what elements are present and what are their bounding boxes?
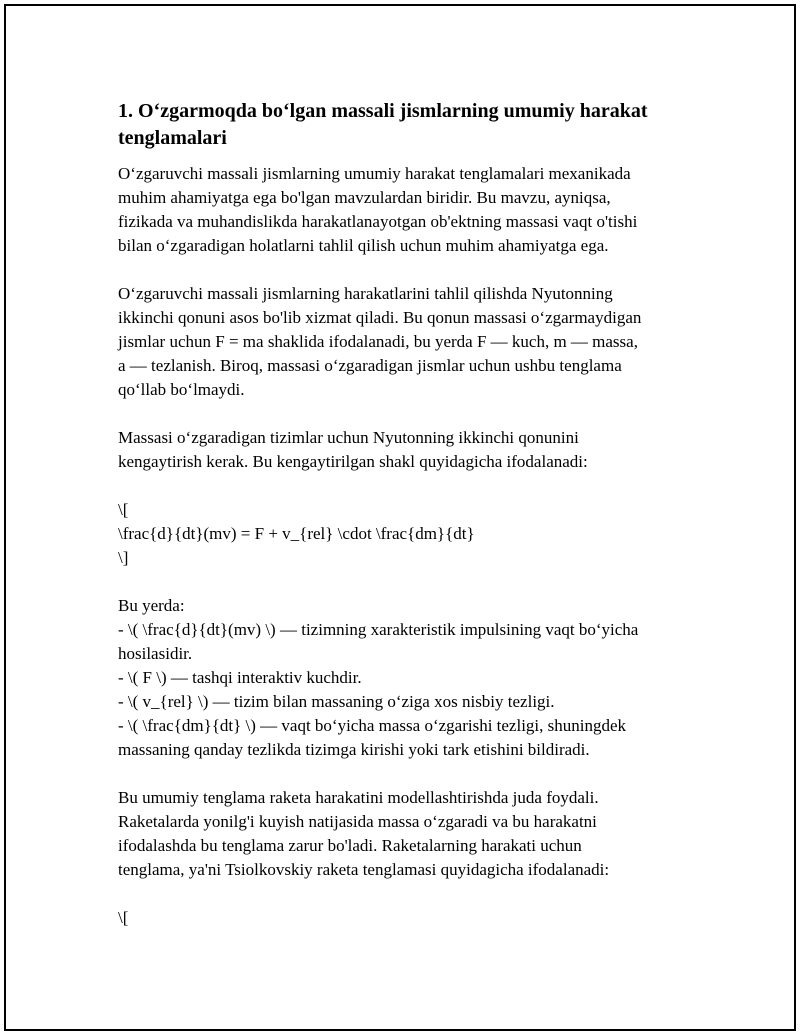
- paragraph-definitions: [118, 594, 708, 762]
- text-line: jismlar uchun F = ma shaklida ifodalanadi, bu yerda F — kuch, m — massa,: [118, 332, 638, 351]
- definition-item: - \( \frac{dm}{dt} \) — vaqt bo‘yicha massa o‘zgarishi tezligi, shuningdek: [118, 716, 627, 735]
- text-line: massaning qanday tezlikda tizimga kirishi yoki tark etishini bildiradi.: [118, 740, 590, 759]
- text-line: hosilasidir.: [118, 644, 193, 663]
- paragraph-newton-law: [118, 282, 708, 402]
- equation-line: \[: [118, 908, 129, 927]
- document-content: [118, 98, 708, 954]
- text-line: tenglama, ya'ni Tsiolkovskiy raketa tenglamasi quyidagicha ifodalanadi:: [118, 860, 610, 879]
- equation-block: [118, 498, 708, 570]
- section-heading: [118, 98, 708, 152]
- text-line: a — tezlanish. Biroq, massasi o‘zgaradigan jismlar uchun ushbu tenglama: [118, 356, 622, 375]
- text-line: Bu yerda:: [118, 596, 185, 615]
- text-line: fizikada va muhandislikda harakatlanayotgan ob'ektning massasi vaqt o'tishi: [118, 212, 638, 231]
- definition-item: - \( \frac{d}{dt}(mv) \) — tizimning xarakteristik impulsining vaqt bo‘yicha: [118, 620, 639, 639]
- definition-item: - \( v_{rel} \) — tizim bilan massaning o‘ziga xos nisbiy tezligi.: [118, 692, 555, 711]
- paragraph-intro: [118, 162, 708, 258]
- paragraph-rocket: [118, 786, 708, 882]
- document-page: [4, 4, 796, 1031]
- text-line: kengaytirish kerak. Bu kengaytirilgan shakl quyidagicha ifodalanadi:: [118, 452, 588, 471]
- heading-line: 1. O‘zgarmoqda bo‘lgan massali jismlarning umumiy harakat: [118, 100, 648, 122]
- text-line: ifodalashda bu tenglama zarur bo'ladi. Raketalarning harakati uchun: [118, 836, 582, 855]
- text-line: qo‘llab bo‘lmaydi.: [118, 380, 245, 399]
- text-line: Massasi o‘zgaradigan tizimlar uchun Nyutonning ikkinchi qonunini: [118, 428, 579, 447]
- text-line: ikkinchi qonuni asos bo'lib xizmat qiladi. Bu qonun massasi o‘zgarmaydigan: [118, 308, 642, 327]
- equation-line: \frac{d}{dt}(mv) = F + v_{rel} \cdot \frac{dm}{dt}: [118, 524, 475, 543]
- heading-line: tenglamalari: [118, 127, 227, 149]
- equation-block-start: [118, 906, 708, 930]
- text-line: bilan o‘zgaradigan holatlarni tahlil qilish uchun muhim ahamiyatga ega.: [118, 236, 609, 255]
- equation-line: \[: [118, 500, 129, 519]
- equation-line: \]: [118, 548, 129, 567]
- paragraph-extension: [118, 426, 708, 474]
- text-line: O‘zgaruvchi massali jismlarning harakatlarini tahlil qilishda Nyutonning: [118, 284, 613, 303]
- definition-item: - \( F \) — tashqi interaktiv kuchdir.: [118, 668, 362, 687]
- text-line: muhim ahamiyatga ega bo'lgan mavzulardan biridir. Bu mavzu, ayniqsa,: [118, 188, 611, 207]
- text-line: Raketalarda yonilg'i kuyish natijasida massa o‘zgaradi va bu harakatni: [118, 812, 597, 831]
- text-line: O‘zgaruvchi massali jismlarning umumiy harakat tenglamalari mexanikada: [118, 164, 631, 183]
- text-line: Bu umumiy tenglama raketa harakatini modellashtirishda juda foydali.: [118, 788, 599, 807]
